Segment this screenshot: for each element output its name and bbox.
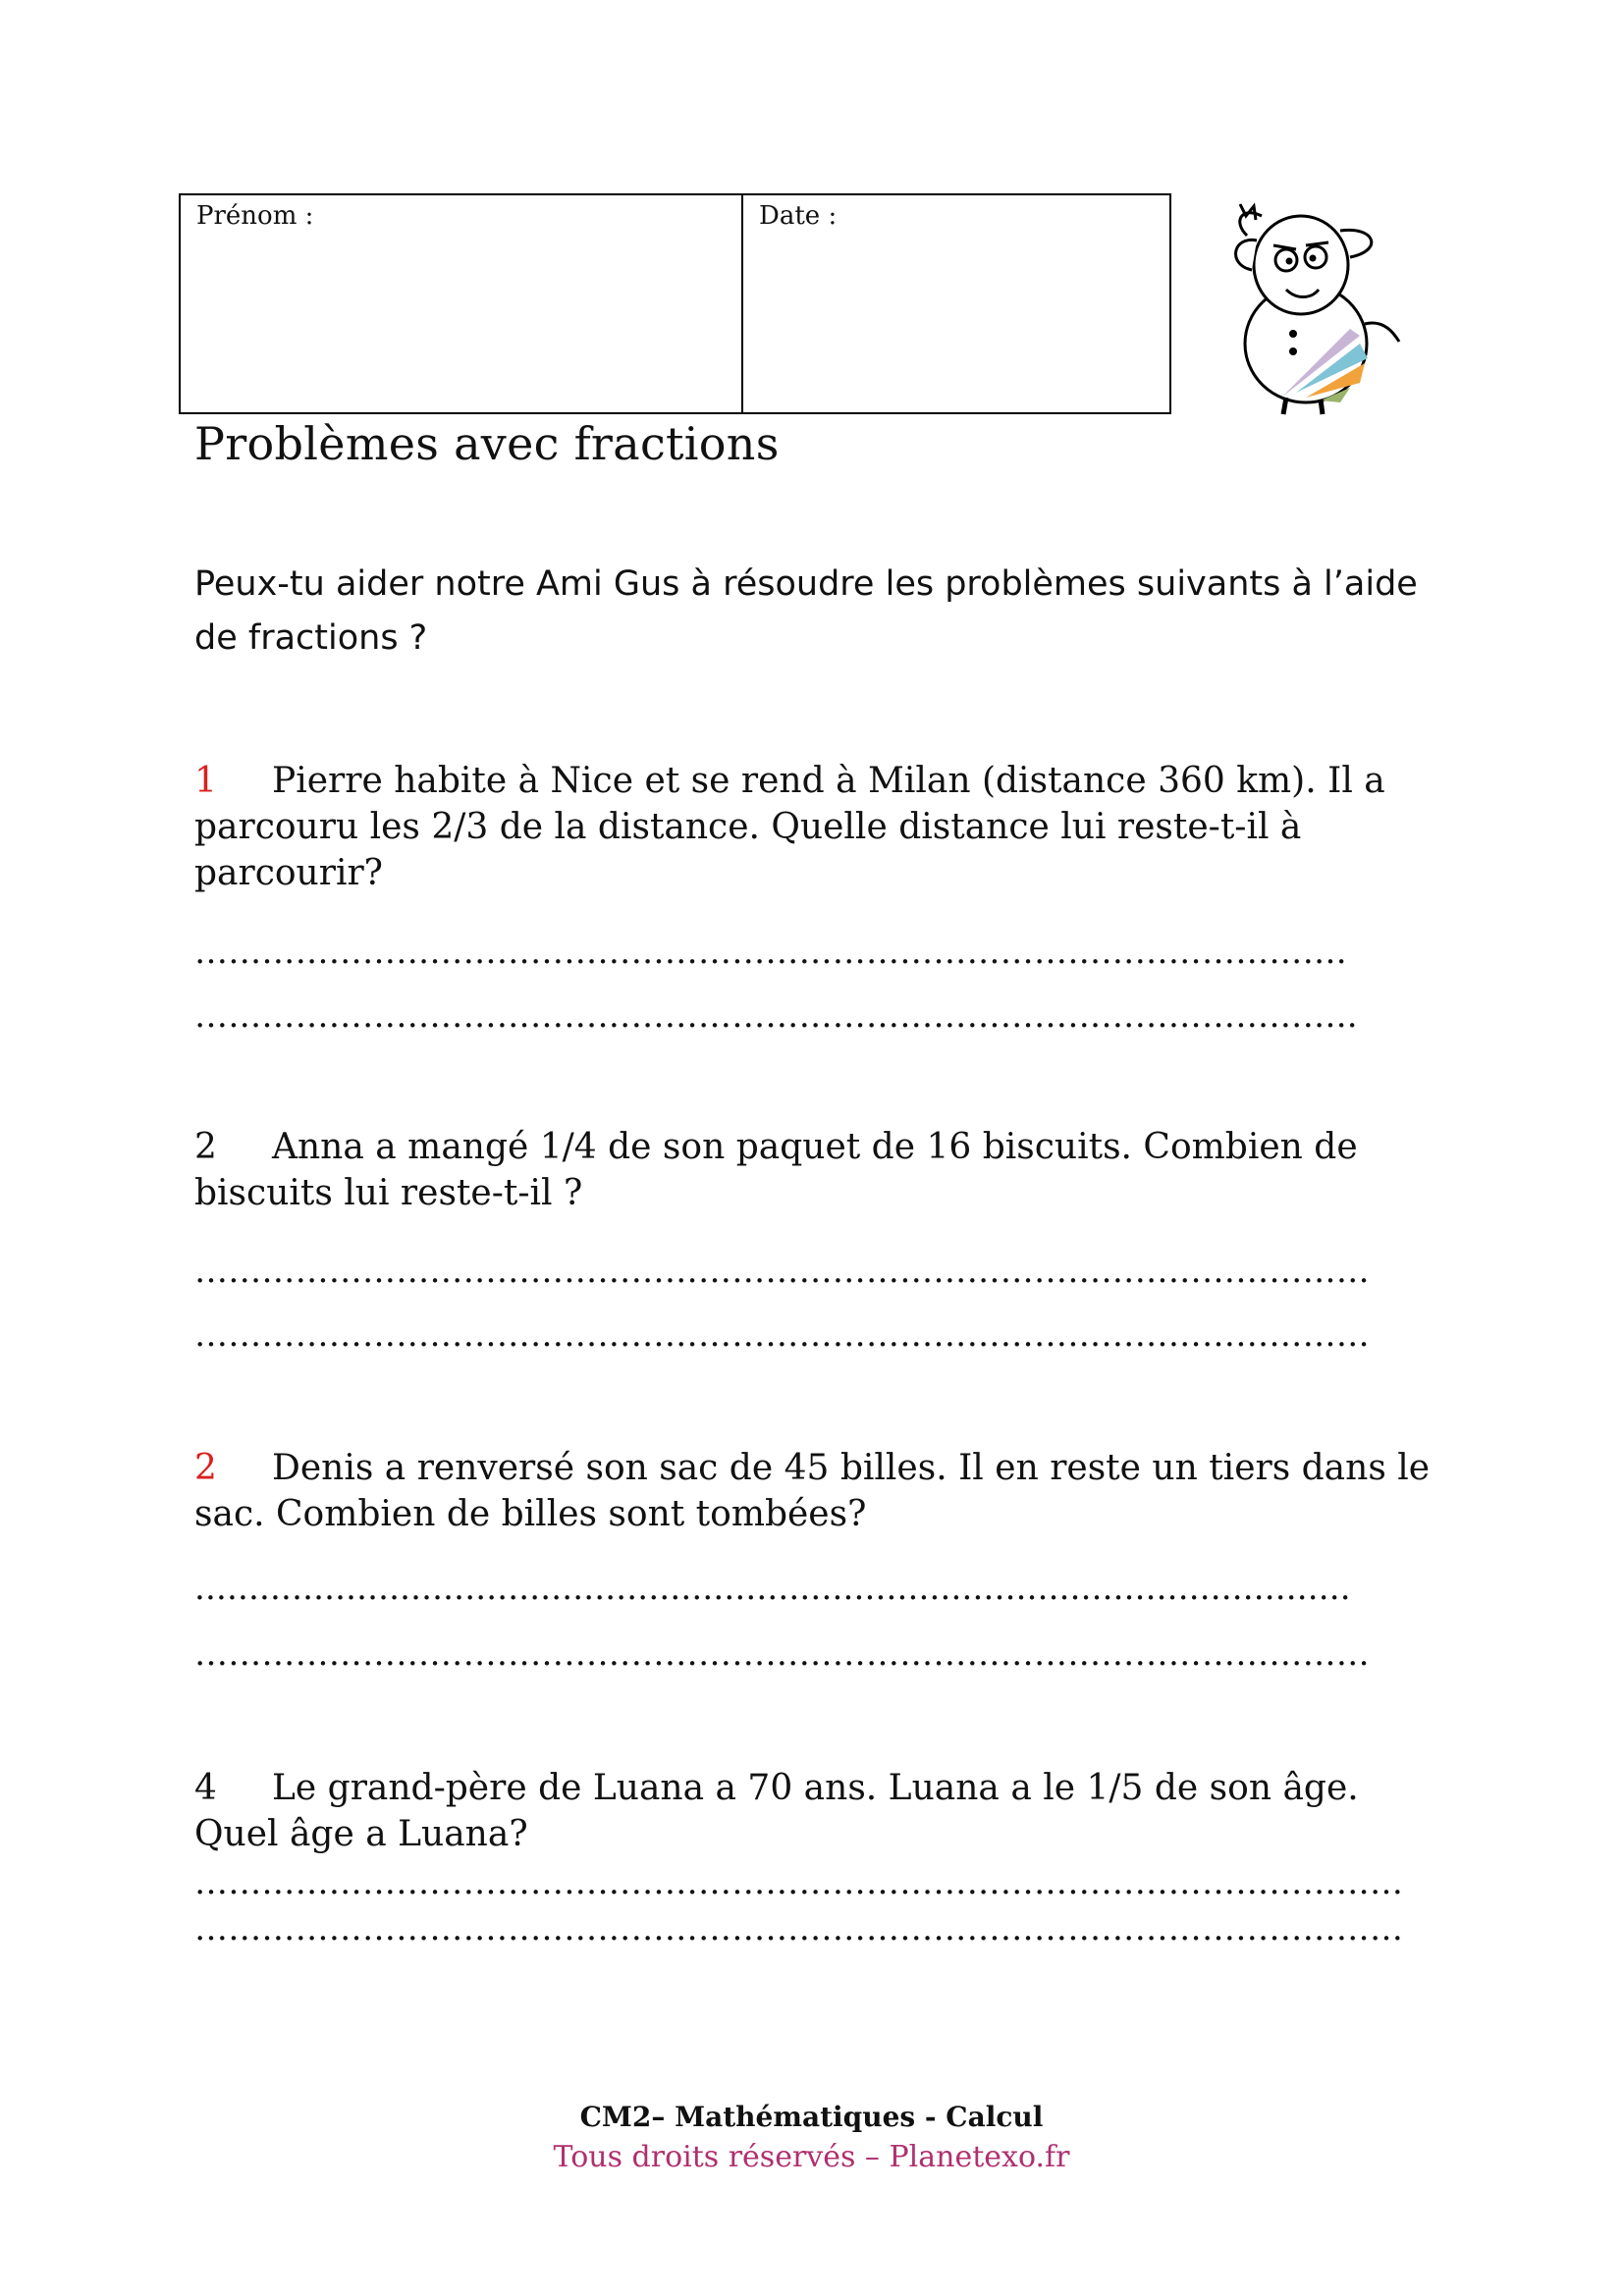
problem-2 <box>194 1124 1441 1216</box>
answer-line[interactable]: ……………………………………………………………………………………………… <box>194 1863 1404 1902</box>
answer-line[interactable]: ……………………………………………………………………………………………… <box>194 1909 1404 1949</box>
student-info-table <box>179 193 1171 414</box>
problem-4 <box>194 1765 1441 1857</box>
answer-line[interactable]: …………………………………………………………………………………………. <box>194 933 1347 972</box>
answer-line[interactable]: ………………………………………………………………………………………….. <box>194 996 1358 1036</box>
answer-line[interactable]: ........................................................................................................... <box>194 1569 1351 1608</box>
answer-line[interactable]: …………………………………………………………………………………………… <box>194 1315 1370 1355</box>
answer-line[interactable]: …………………………………………………………………………………………… <box>194 1252 1370 1291</box>
problem-text: Le grand-père de Luana a 70 ans. Luana a le 1/5 de son âge. Quel âge a Luana? <box>194 1768 1359 1854</box>
problem-text: Denis a renversé son sac de 45 billes. Il en reste un tiers dans le sac. Combien de billes sont tombées? <box>194 1448 1431 1534</box>
date-label: Date : <box>759 201 838 231</box>
problem-text: Pierre habite à Nice et se rend à Milan (distance 360 km). Il a parcouru les 2/3 de la distance. Quelle distance lui reste-t-il à parcourir? <box>194 761 1385 893</box>
date-cell[interactable] <box>743 195 1169 412</box>
problem-3 <box>194 1445 1441 1537</box>
answer-line[interactable]: …………………………………………………………………………………………… <box>194 1634 1370 1674</box>
intro-text: Peux-tu aider notre Ami Gus à résoudre les problèmes suivants à l’aide de fractions ? <box>194 564 1418 658</box>
footer-subject: CM2– Mathématiques - Calcul <box>579 2101 1044 2133</box>
name-label: Prénom : <box>196 201 314 231</box>
worksheet-title: Problèmes avec fractions <box>194 417 780 470</box>
problem-number: 4 <box>194 1768 217 1808</box>
sheep-mascot-icon <box>1203 196 1409 417</box>
problem-1 <box>194 758 1441 896</box>
footer-copyright: Tous droits réservés – Planetexo.fr <box>553 2140 1070 2174</box>
problem-number: 1 <box>194 761 217 801</box>
problem-number: 2 <box>194 1448 217 1488</box>
problem-text: Anna a mangé 1/4 de son paquet de 16 biscuits. Combien de biscuits lui reste-t-il ? <box>194 1127 1358 1213</box>
name-cell[interactable] <box>181 195 743 412</box>
problem-number: 2 <box>194 1127 217 1167</box>
